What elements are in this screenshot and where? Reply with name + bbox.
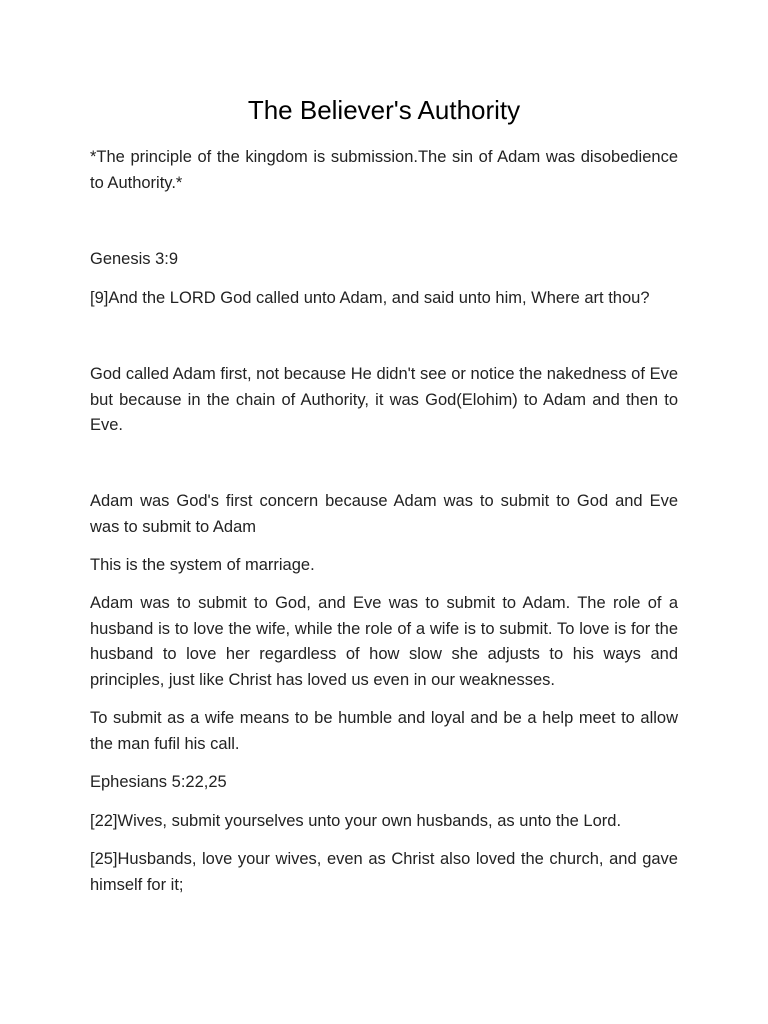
paragraph-verse: [9]And the LORD God called unto Adam, and said unto him, Where art thou? [90, 289, 650, 307]
paragraph-scripture-ref: Ephesians 5:22,25 [90, 773, 227, 791]
paragraph-body: This is the system of marriage. [90, 556, 315, 574]
paragraph-verse: [22]Wives, submit yourselves unto your own husbands, as unto the Lord. [90, 812, 622, 830]
paragraph-verse: [25]Husbands, love your wives, even as Christ also loved the church, and gave himself for it; [90, 850, 678, 894]
paragraph-intro: *The principle of the kingdom is submission.The sin of Adam was disobedience to Authority.* [90, 148, 678, 192]
paragraph-scripture-ref: Genesis 3:9 [90, 250, 179, 268]
document-title: The Believer's Authority [247, 95, 521, 125]
paragraph-body: To submit as a wife means to be humble and loyal and be a help meet to allow the man fufil his call. [90, 709, 678, 753]
paragraph-body: Adam was to submit to God, and Eve was to submit to Adam. The role of a husband is to love the wife, while the role of a wife is to submit. To love is for the husband to love her regardless of how slow she adjusts to his ways and principles, just like Christ has loved us even in our weaknesses. [90, 594, 678, 689]
paragraph-body: God called Adam first, not because He didn't see or notice the nakedness of Eve but because in the chain of Authority, it was God(Elohim) to Adam and then to Eve. [90, 365, 678, 434]
paragraph-body: Adam was God's first concern because Adam was to submit to God and Eve was to submit to Adam [90, 492, 678, 536]
